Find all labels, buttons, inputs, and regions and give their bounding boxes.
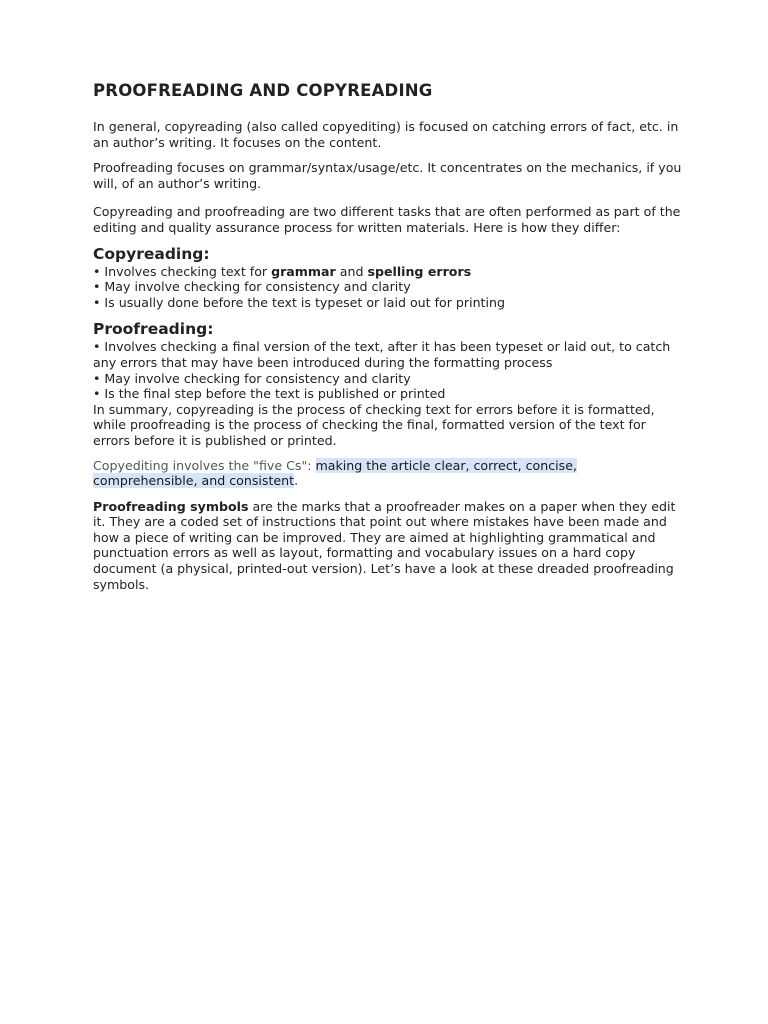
bold-term: Proofreading symbols [93, 498, 249, 514]
proofreading-list [93, 339, 683, 401]
list-item: • May involve checking for consistency and clarity [93, 370, 411, 386]
intro-paragraph-2: Proofreading focuses on grammar/syntax/usage/etc. It concentrates on the mechanics, if you will, of an author’s writing. [93, 160, 682, 191]
five-cs-end: . [294, 473, 299, 489]
summary-paragraph: In summary, copyreading is the process of checking text for errors before it is formatted, while proofreading is the process of checking the final, formatted version of the text for errors before it is published or printed. [93, 401, 655, 448]
copyreading-list [93, 264, 683, 311]
document-page [93, 80, 683, 592]
page-title: PROOFREADING AND COPYREADING [93, 81, 433, 100]
proofreading-heading: Proofreading: [93, 320, 214, 339]
bold-term: grammar [271, 263, 336, 279]
five-cs-paragraph [93, 458, 683, 489]
highlighted-text[interactable]: making the article clear, correct, concise, comprehensible, and consistent [93, 457, 577, 489]
intro-paragraph-1: In general, copyreading (also called copyediting) is focused on catching errors of fact, etc. in an author’s writing. It focuses on the content. [93, 119, 679, 150]
copyreading-heading: Copyreading: [93, 244, 210, 263]
five-cs-lead: Copyediting involves the "five Cs": [93, 457, 316, 473]
intro-paragraph-3: Copyreading and proofreading are two different tasks that are often performed as part of the editing and quality assurance process for written materials. Here is how they differ: [93, 204, 681, 235]
bold-term: spelling errors [367, 263, 472, 279]
list-item [93, 264, 683, 280]
list-item-mid: and [335, 263, 368, 279]
symbols-paragraph [93, 499, 683, 593]
list-item: • May involve checking for consistency and clarity [93, 279, 411, 295]
list-item: • Is the final step before the text is published or printed [93, 386, 446, 402]
list-item: • Involves checking a final version of the text, after it has been typeset or laid out, to catch any errors that may have been introduced during the formatting process [93, 339, 671, 370]
symbols-text: are the marks that a proofreader makes on a paper when they edit it. They are a coded set of instructions that point out where mistakes have been made and how a piece of writing can be improved. They are aimed at highlighting grammatical and punctuation errors as well as layout, formatting and vocabulary issues on a hard copy document (a physical, printed-out version). Let’s have a look at these dreaded proofreading symbols. [93, 498, 676, 592]
list-item: • Is usually done before the text is typeset or laid out for printing [93, 294, 505, 310]
list-item-prefix: • Involves checking text for [93, 263, 272, 279]
